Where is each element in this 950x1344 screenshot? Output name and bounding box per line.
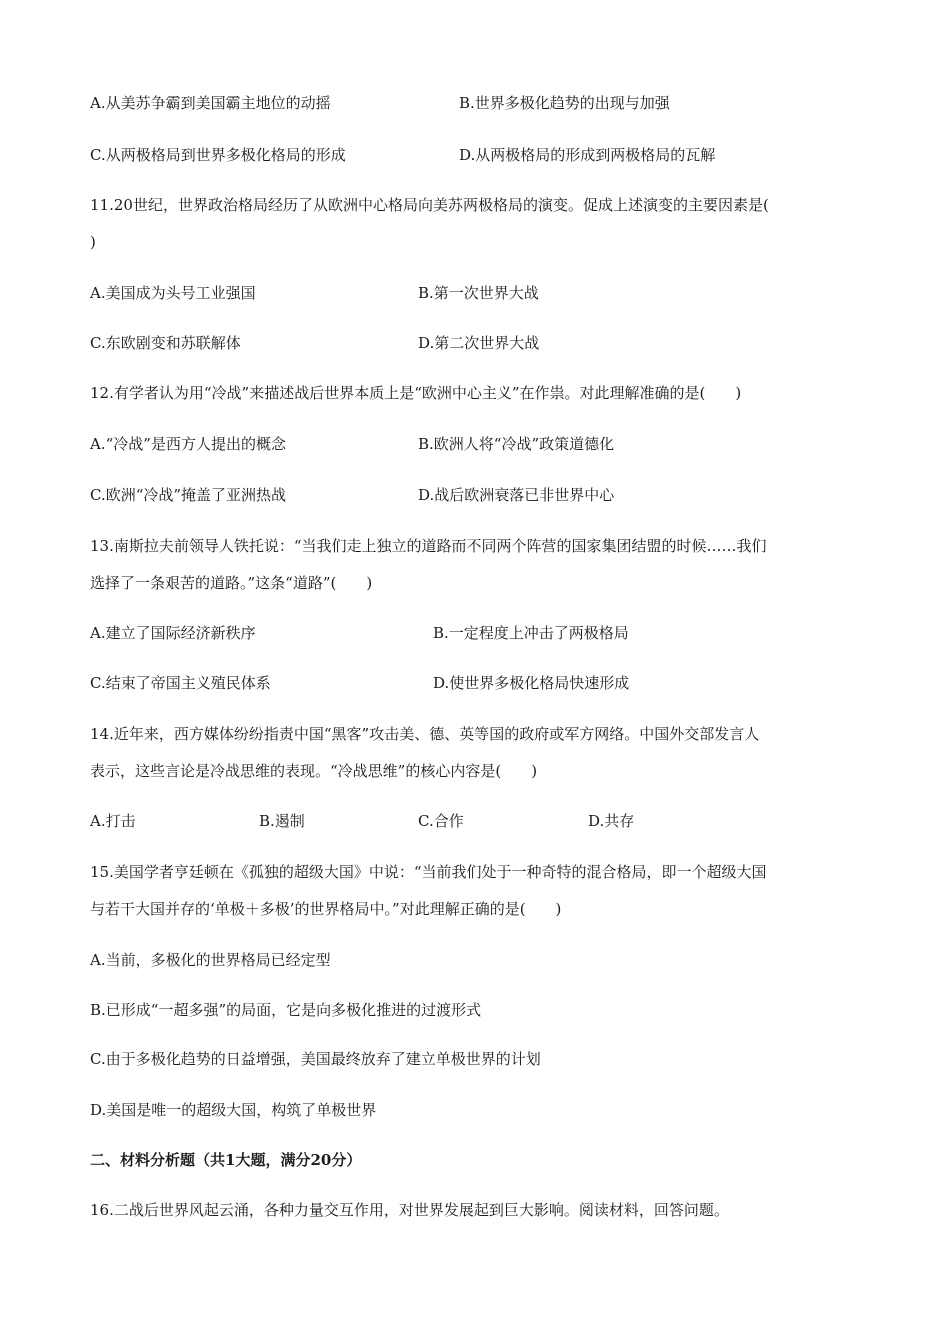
- q15-option-d: D.美国是唯一的超级大国，构筑了单极世界: [90, 1101, 377, 1119]
- q11-stem-line1: 11.20世纪，世界政治格局经历了从欧洲中心格局向美苏两极格局的演变。促成上述演变的主要因素是(: [90, 196, 769, 214]
- q12-option-c: C.欧洲“冷战”掩盖了亚洲热战: [90, 486, 287, 504]
- q13-option-c: C.结束了帝国主义殖民体系: [90, 674, 271, 692]
- q15-stem-line1: 15.美国学者亨廷顿在《孤独的超级大国》中说：“当前我们处于一种奇特的混合格局，即一个超级大国: [90, 863, 767, 881]
- q13-option-a: A.建立了国际经济新秩序: [90, 624, 256, 642]
- q12-option-b: B.欧洲人将“冷战”政策道德化: [418, 435, 615, 453]
- q12-option-a: A.“冷战”是西方人提出的概念: [90, 435, 286, 453]
- q14-stem-line1: 14.近年来，西方媒体纷纷指责中国“黑客”攻击美、德、英等国的政府或军方网络。中国外交部发言人: [90, 725, 760, 743]
- q15-stem-line2: 与若干大国并存的‘单极＋多极’的世界格局中。”对此理解正确的是( ): [90, 900, 562, 918]
- q14-stem-line2: 表示，这些言论是冷战思维的表现。“冷战思维”的核心内容是( ): [90, 762, 538, 780]
- q10-option-d: D.从两极格局的形成到两极格局的瓦解: [459, 146, 716, 164]
- q11-option-a: A.美国成为头号工业强国: [90, 284, 256, 302]
- q11-option-c: C.东欧剧变和苏联解体: [90, 334, 241, 352]
- q11-option-d: D.第二次世界大战: [418, 334, 540, 352]
- q13-option-d: D.使世界多极化格局快速形成: [433, 674, 630, 692]
- q14-option-d: D.共存: [588, 812, 635, 830]
- q14-option-b: B.遏制: [259, 812, 305, 830]
- q13-option-b: B.一定程度上冲击了两极格局: [433, 624, 629, 642]
- q15-option-c: C.由于多极化趋势的日益增强，美国最终放弃了建立单极世界的计划: [90, 1050, 541, 1068]
- q14-option-c: C.合作: [418, 812, 464, 830]
- q10-option-b: B.世界多极化趋势的出现与加强: [459, 94, 670, 112]
- q11-stem-line2: ): [90, 233, 96, 251]
- q13-stem-line1: 13.南斯拉夫前领导人铁托说：“当我们走上独立的道路而不同两个阵营的国家集团结盟的时候……我们: [90, 537, 767, 555]
- q14-option-a: A.打击: [90, 812, 136, 830]
- q13-stem-line2: 选择了一条艰苦的道路。”这条“道路”( ): [90, 574, 373, 592]
- q15-option-b: B.已形成“一超多强”的局面，它是向多极化推进的过渡形式: [90, 1001, 482, 1019]
- section-heading: 二、材料分析题（共1大题，满分20分）: [90, 1151, 362, 1169]
- q10-option-a: A.从美苏争霸到美国霸主地位的动摇: [90, 94, 331, 112]
- q12-option-d: D.战后欧洲衰落已非世界中心: [418, 486, 615, 504]
- q16-stem-line1: 16.二战后世界风起云涌，各种力量交互作用，对世界发展起到巨大影响。阅读材料，回答问题。: [90, 1201, 729, 1219]
- q12-stem-line1: 12.有学者认为用“冷战”来描述战后世界本质上是“欧洲中心主义”在作祟。对此理解准确的是( ): [90, 384, 742, 402]
- q11-option-b: B.第一次世界大战: [418, 284, 539, 302]
- q15-option-a: A.当前，多极化的世界格局已经定型: [90, 951, 331, 969]
- q10-option-c: C.从两极格局到世界多极化格局的形成: [90, 146, 346, 164]
